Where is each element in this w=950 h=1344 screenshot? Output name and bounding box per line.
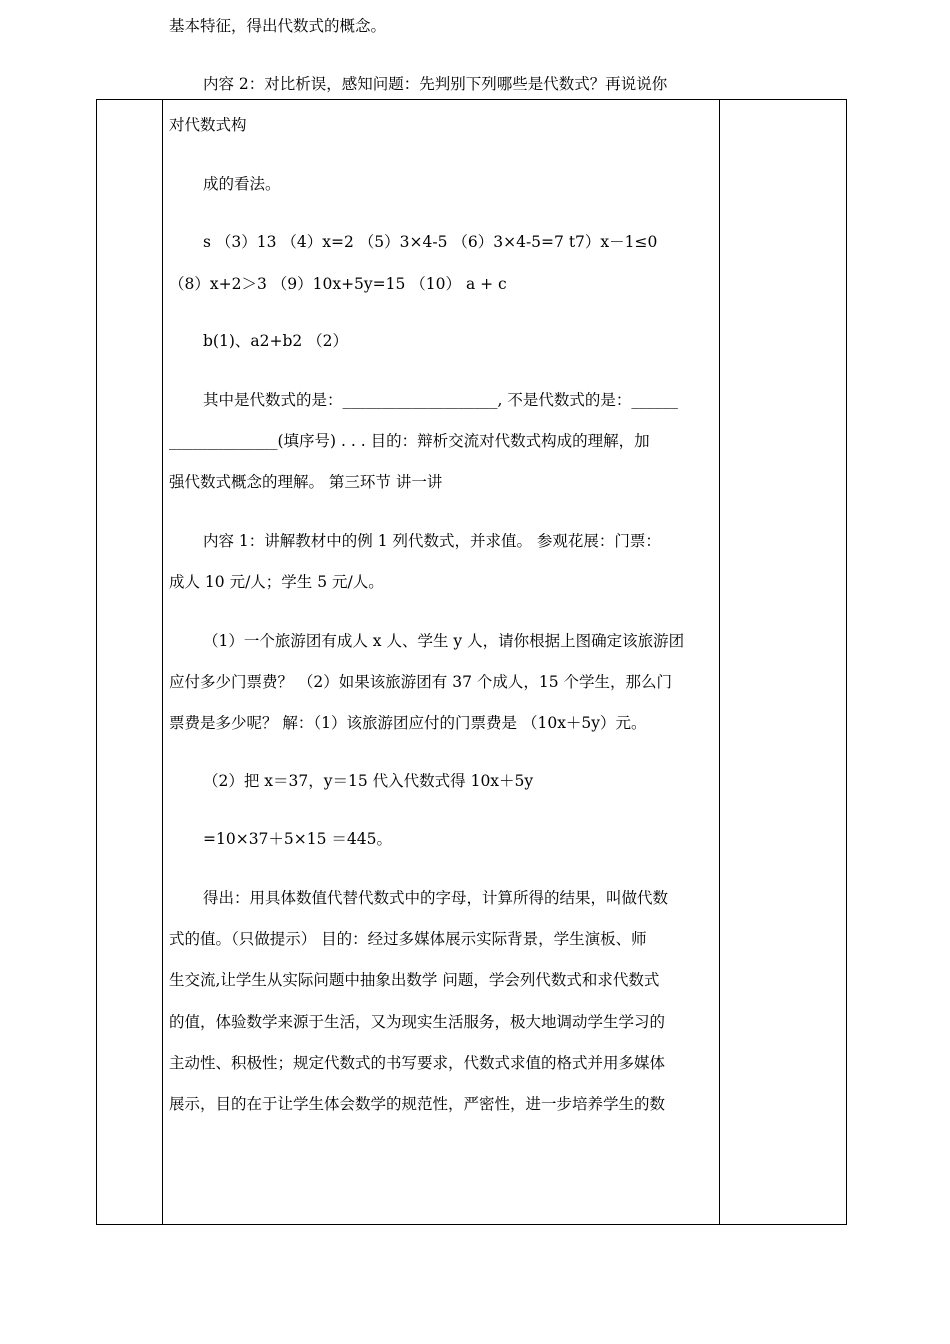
text-line: 成的看法。 xyxy=(203,175,281,193)
text-line: 应付多少门票费？ （2）如果该旅游团有 37 个成人，15 个学生，那么门 xyxy=(169,673,673,691)
text-line: 基本特征，得出代数式的概念。 xyxy=(169,17,387,35)
text-line: 主动性、积极性；规定代数式的书写要求，代数式求值的格式并用多媒体 xyxy=(169,1054,666,1072)
text-line: 内容 2：对比析误，感知问题：先判别下列哪些是代数式？再说说你 xyxy=(203,75,668,93)
text-line: （8）x+2＞3 （9）10x+5y=15 （10） a + c xyxy=(169,275,507,293)
text-line: 展示，目的在于让学生体会数学的规范性，严密性，进一步培养学生的数 xyxy=(169,1095,666,1113)
text-line: 生交流,让学生从实际问题中抽象出数学 问题，学会列代数式和求代数式 xyxy=(169,971,660,989)
content-cell xyxy=(163,17,719,1224)
text-line: 内容 1：讲解教材中的例 1 列代数式，并求值。 参观花展：门票： xyxy=(203,532,661,550)
text-line: 成人 10 元/人；学生 5 元/人。 xyxy=(169,573,384,591)
text-line: 票费是多少呢？ 解：（1）该旅游团应付的门票费是 （10x＋5y）元。 xyxy=(169,714,647,732)
text-line: （1）一个旅游团有成人 x 人、学生 y 人，请你根据上图确定该旅游团 xyxy=(203,632,685,650)
text-line: （2）把 x＝37，y＝15 代入代数式得 10x＋5y xyxy=(203,772,534,790)
text-line: 式的值。（只做提示） 目的：经过多媒体展示实际背景，学生演板、师 xyxy=(169,930,647,948)
text-line: 其中是代数式的是：____________________, 不是代数式的是：______ xyxy=(203,391,678,409)
text-line: =10×37＋5×15 ＝445。 xyxy=(203,830,393,848)
text-line: 的值，体验数学来源于生活，又为现实生活服务，极大地调动学生学习的 xyxy=(169,1013,666,1031)
right-column-divider xyxy=(719,100,720,1224)
text-line: 强代数式概念的理解。 第三环节 讲一讲 xyxy=(169,473,443,491)
text-line: s （3）13 （4）x=2 （5）3×4-5 （6）3×4-5=7 t7）x－1≤0 xyxy=(203,233,658,251)
text-line: 得出：用具体数值代替代数式中的字母，计算所得的结果，叫做代数 xyxy=(203,889,669,907)
text-line: b(1)、a2+b2 （2） xyxy=(203,332,349,350)
text-line: 对代数式构 xyxy=(169,116,247,134)
text-line: ______________(填序号) . . . 目的：辩析交流对代数式构成的理解，加 xyxy=(169,432,650,450)
lesson-table xyxy=(96,17,847,1225)
